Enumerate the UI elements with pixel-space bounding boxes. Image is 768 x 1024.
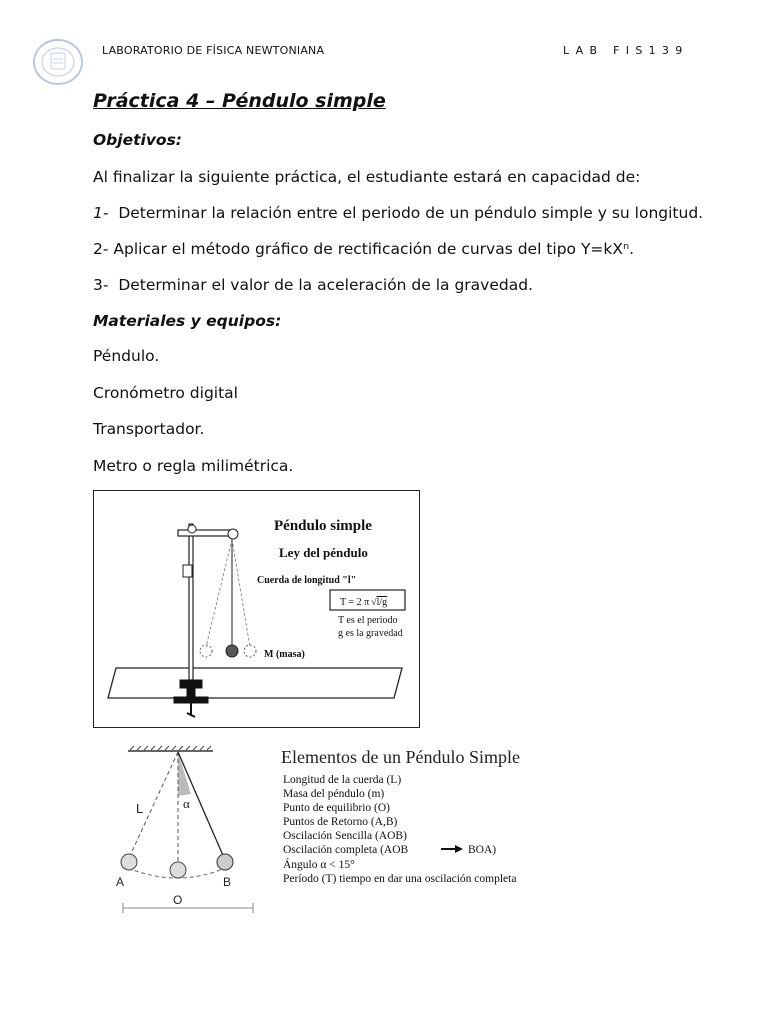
- length-label: L: [136, 801, 144, 816]
- objectives-intro: Al finalizar la siguiente práctica, el estudiante estará en capacidad de:: [93, 168, 641, 186]
- mass-label: M (masa): [264, 649, 305, 660]
- material-item: Transportador.: [93, 420, 205, 438]
- material-item: Metro o regla milimétrica.: [93, 457, 294, 475]
- pendulum-elements-figure: [93, 738, 593, 913]
- figure2-title: Elementos de un Péndulo Simple: [281, 747, 520, 767]
- page-title: Práctica 4 – Péndulo simple: [93, 90, 386, 112]
- point-b-label: B: [223, 875, 232, 889]
- cross-arm: [178, 530, 234, 536]
- objective-text: Determinar el valor de la aceleración de la gravedad.: [118, 276, 533, 294]
- arrow-target-label: BOA): [468, 844, 497, 856]
- point-o-label: O: [173, 893, 183, 907]
- objective-text: Determinar la relación entre el periodo de un péndulo simple y su longitud.: [118, 204, 704, 222]
- element-item: Oscilación completa (AOB: [283, 844, 409, 856]
- angle-wedge: [178, 752, 191, 796]
- element-item: Masa del péndulo (m): [283, 788, 385, 800]
- objective-item: [93, 276, 533, 294]
- objective-item: [93, 240, 634, 258]
- pendulum-bob: [217, 854, 233, 870]
- arrow-icon: [441, 845, 463, 853]
- header-course-code: LAB FIS139: [563, 44, 689, 57]
- alpha-label: α: [183, 796, 190, 811]
- point-a-label: A: [116, 875, 125, 889]
- university-seal-logo: [32, 38, 84, 86]
- objective-item: [93, 204, 703, 222]
- objective-text: Aplicar el método gráfico de rectificación de curvas del tipo Y=kXⁿ.: [113, 240, 635, 258]
- table-top: [108, 668, 402, 698]
- element-item: Punto de equilibrio (O): [283, 802, 390, 814]
- material-item: Péndulo.: [93, 347, 160, 365]
- objective-number: 1-: [93, 204, 109, 222]
- period-note: T es el periodo: [338, 615, 398, 626]
- element-item: Oscilación Sencilla (AOB): [283, 830, 407, 842]
- objective-number: 2-: [93, 240, 109, 258]
- header-lab-name: LABORATORIO DE FÍSICA NEWTONIANA: [102, 44, 325, 57]
- stand-rod: [189, 524, 193, 680]
- pendulum-apparatus-figure: [93, 490, 420, 728]
- figure1-subtitle: Ley del péndulo: [279, 545, 368, 560]
- element-item: Longitud de la cuerda (L): [283, 774, 402, 786]
- materials-heading: Materiales y equipos:: [93, 312, 282, 330]
- pendulum-bob: [226, 645, 238, 657]
- element-item: Ángulo α < 15°: [283, 859, 355, 871]
- element-item: Período (T) tiempo en dar una oscilación completa: [283, 873, 517, 885]
- gravity-note: g es la gravedad: [338, 628, 403, 639]
- objectives-heading: Objetivos:: [93, 131, 182, 149]
- objective-number: 3-: [93, 276, 109, 294]
- material-item: Cronómetro digital: [93, 384, 238, 402]
- string-length-label: Cuerda de longitud "l": [257, 575, 357, 586]
- period-formula: T = 2 π √l/g: [340, 597, 388, 608]
- element-item: Puntos de Retorno (A,B): [283, 816, 398, 828]
- figure1-title: Péndulo simple: [274, 518, 372, 534]
